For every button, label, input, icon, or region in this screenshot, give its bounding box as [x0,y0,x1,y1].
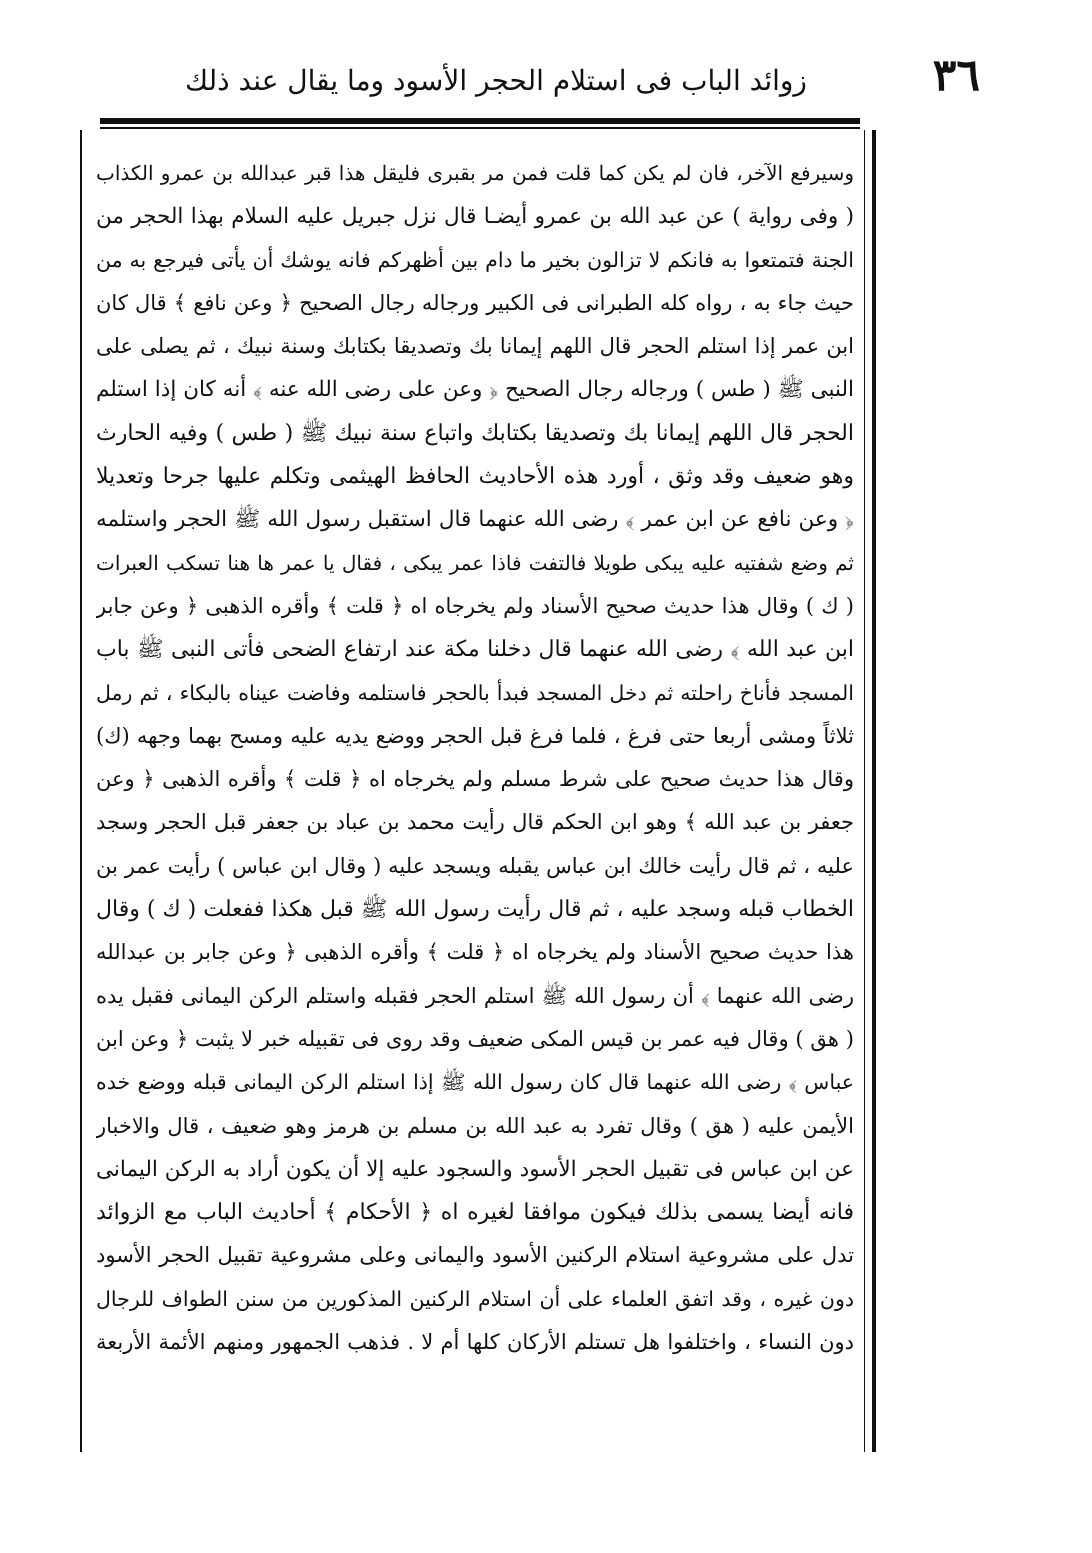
text-line: فانه أيضا يسمى بذلك فيكون موافقا لغيره اه ﴿ الأحكام ﴾ أحاديث الباب مع الزوائد [96,1200,854,1226]
text-line: ( وفى رواية ) عن عبد الله بن عمرو أيضـا قال نزل جبريل عليه السلام بهذا الحجر من [96,204,854,230]
text-line: ثلاثاً ومشى أربعا حتى فرغ ، فلما فرغ قبل الحجر ووضع يديه عليه ومسح بهما وجهه (ك) [96,723,854,748]
text-line: رضى الله عنهما ﴾ أن رسول الله ﷺ استلم الحجر فقبله واستلم الركن اليمانى فقبل يده [96,983,854,1008]
page-number: ٣٦ [932,50,980,101]
text-line: هذا حديث صحيح الأسناد ولم يخرجاه اه ﴿ قلت ﴾ وأقره الذهبى ﴿ وعن جابر بن عبدالله [96,940,854,965]
text-line: ﴿ وعن نافع عن ابن عمر ﴾ رضى الله عنهما قال استقبل رسول الله ﷺ الحجر واستلمه [96,507,854,533]
text-line: النبى ﷺ ( طس ) ورجاله رجال الصحيح ﴿ وعن على رضى الله عنه ﴾ أنه كان إذا استلم [96,377,854,403]
text-line: الأيمن عليه ( هق ) وقال تفرد به عبد الله بن مسلم بن هرمز وهو ضعيف ، قال والاخبار [96,1113,854,1138]
body-text [96,152,854,1364]
text-line: ( هق ) وقال فيه عمر بن قيس المكى ضعيف وقد روى فى تقبيله خبر لا يثبت ﴿ وعن ابن [96,1026,854,1051]
text-line: دون غيره ، وقد اتفق العلماء على أن استلام الركنين المذكورين من سنن الطواف للرجال [96,1286,854,1311]
text-line: وسيرفع الآخر، فان لم يكن كما قلت فمن مر بقبرى فليقل هذا قبر عبدالله بن عمرو الكذاب [96,161,854,185]
text-line: حيث جاء به ، رواه كله الطبرانى فى الكبير ورجاله رجال الصحيح ﴿ وعن نافع ﴾ قال كان [96,290,854,315]
header-rule-thin [100,127,860,129]
text-line: وهو ضعيف وقد وثق ، أورد هذه الأحاديث الحافظ الهيثمى وتكلم عليها جرحا وتعديلا [96,464,854,490]
text-line: دون النساء ، واختلفوا هل تستلم الأركان كلها أم لا . فذهب الجمهور ومنهم الأئمة الأربعة [96,1330,854,1355]
text-line: ( ك ) وقال هذا حديث صحيح الأسناد ولم يخرجاه اه ﴿ قلت ﴾ وأقره الذهبى ﴿ وعن جابر [96,593,854,618]
text-line: ثم وضع شفتيه عليه يبكى طويلا فالتفت فاذا عمر يبكى ، فقال يا عمر ها هنا تسكب العبرات [96,550,854,575]
text-line: الخطاب قبله وسجد عليه ، ثم قال رأيت رسول الله ﷺ قبل هكذا ففعلت ( ك ) وقال [96,897,854,923]
page-header [170,50,980,120]
text-line: الجنة فتمتعوا به فانكم لا تزالون بخير ما دام بين أظهركم فانه يوشك أن يأتى فيرجع به من [96,247,854,272]
text-line: عليه ، ثم قال رأيت خالك ابن عباس يقبله ويسجد عليه ( وقال ابن عباس ) رأيت عمر بن [96,853,854,878]
text-line: ابن عبد الله ﴾ رضى الله عنهما قال دخلنا مكة عند ارتفاع الضحى فأتى النبى ﷺ باب [96,637,854,663]
running-title: زوائد الباب فى استلام الحجر الأسود وما يقال عند ذلك [185,64,807,97]
header-rule-thick [100,118,860,124]
text-line: جعفر بن عبد الله ﴾ وهو ابن الحكم قال رأيت محمد بن عباد بن جعفر قبل الحجر وسجد [96,810,854,835]
text-line: ابن عمر إذا استلم الحجر قال اللهم إيمانا بك وتصديقا بكتابك وسنة نبيك ، ثم يصلى على [96,334,854,359]
text-line: وقال هذا حديث صحيح على شرط مسلم ولم يخرجاه اه ﴿ قلت ﴾ وأقره الذهبى ﴿ وعن [96,767,854,792]
text-line: تدل على مشروعية استلام الركنين الأسود واليمانى وعلى مشروعية تقبيل الحجر الأسود [96,1243,854,1268]
text-line: عن ابن عباس فى تقبيل الحجر الأسود والسجود عليه إلا أن يكون أراد به الركن اليمانى [96,1156,854,1182]
text-line: عباس ﴾ رضى الله عنهما قال كان رسول الله ﷺ إذا استلم الركن اليمانى قبله ووضع خده [96,1070,854,1095]
text-line: المسجد فأناخ راحلته ثم دخل المسجد فبدأ بالحجر فاستلمه وفاضت عيناه بالبكاء ، ثم رمل [96,680,854,705]
text-line: الحجر قال اللهم إيمانا بك وتصديقا بكتابك واتباع سنة نبيك ﷺ ( طس ) وفيه الحارث [96,420,854,446]
